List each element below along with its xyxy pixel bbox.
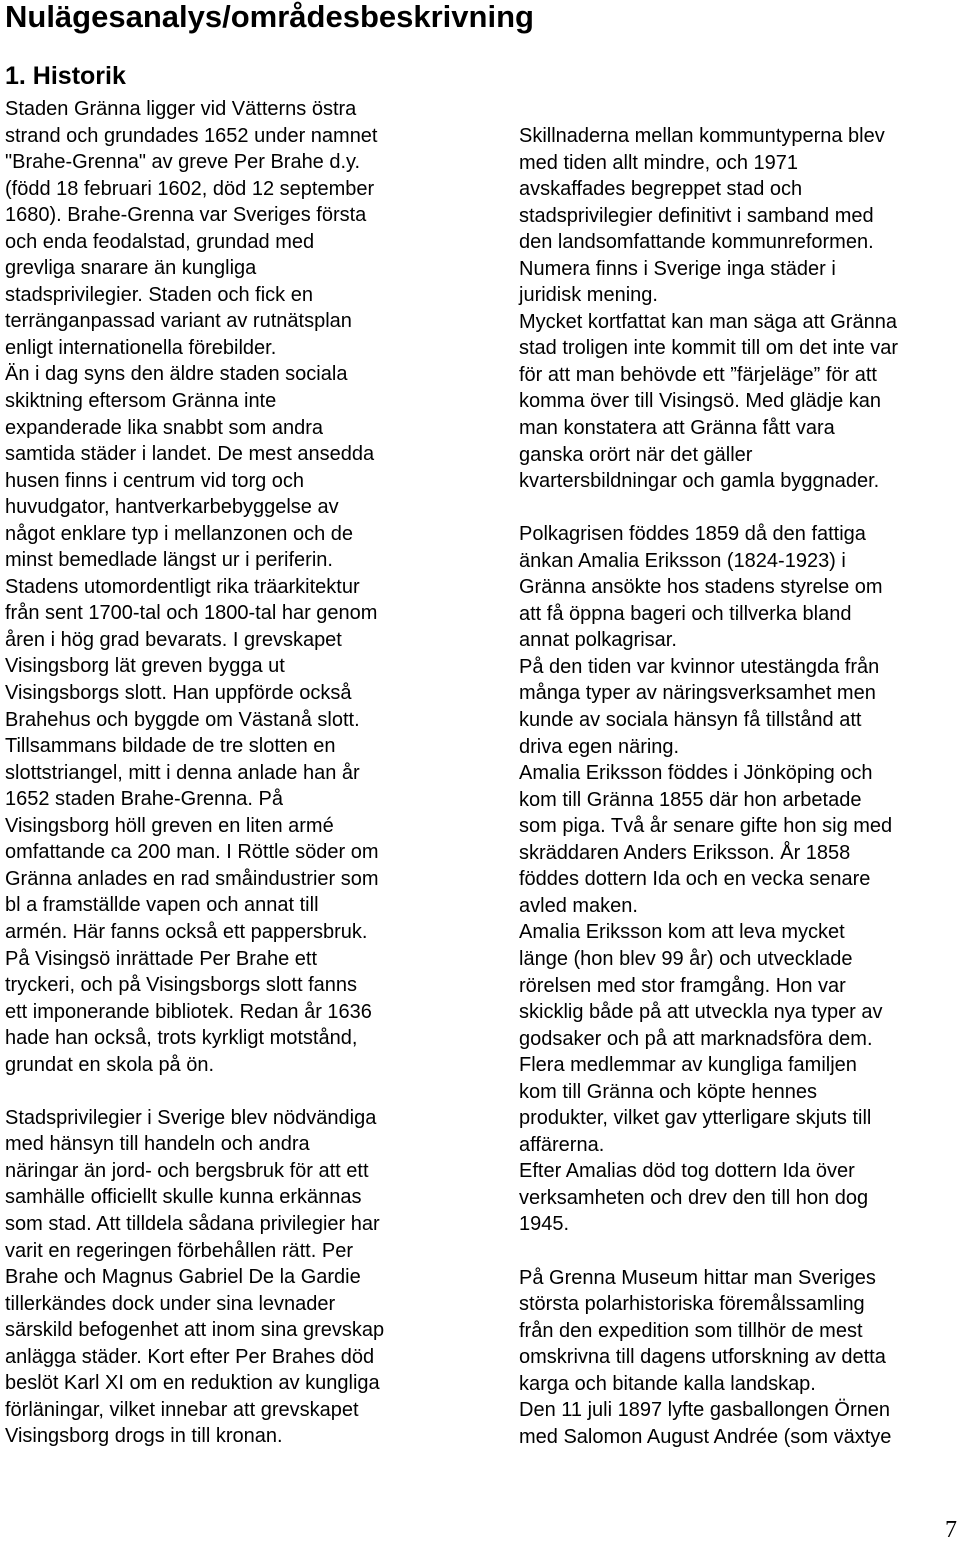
text-line: Visingsborg drogs in till kronan. [5, 1425, 283, 1448]
text-line: Visingsborg lät greven bygga ut [5, 655, 285, 678]
text-line: stad troligen inte kommit till om det inte var [519, 337, 899, 360]
text-line: affärerna. [519, 1133, 605, 1156]
text-line: den landsomfattande kommunreformen. [519, 231, 874, 254]
text-line: expanderade lika snabbt som andra [5, 416, 323, 439]
text-line: Mycket kortfattat kan man säga att Gränna [519, 310, 897, 333]
text-line: terränganpassad variant av rutnätsplan [5, 310, 352, 333]
text-line: Den 11 juli 1897 lyfte gasballongen Örnen [519, 1399, 890, 1422]
text-line: (född 18 februari 1602, död 12 september [5, 177, 375, 200]
paragraph-gap [5, 1078, 384, 1105]
text-line: Visingsborgs slott. Han uppförde också [5, 682, 352, 705]
text-line: Efter Amalias död tog dottern Ida över [519, 1160, 855, 1183]
text-line: Än i dag syns den äldre staden sociala [5, 363, 348, 386]
text-line: avskaffades begreppet stad och [519, 178, 803, 201]
text-line: slottstriangel, mitt i denna anlade han år [5, 761, 360, 784]
text-line: samhälle officiellt skulle kunna erkännas [5, 1186, 362, 1209]
text-line: stadsprivilegier definitivt i samband med [519, 204, 874, 227]
text-line: komma över till Visingsö. Med glädje kan [519, 390, 882, 413]
text-line: Amalia Eriksson föddes i Jönköping och [519, 762, 873, 785]
text-line: ett imponerande bibliotek. Redan år 1636 [5, 1000, 372, 1023]
text-line: Polkagrisen föddes 1859 då den fattiga [519, 523, 866, 546]
text-line: Staden Gränna ligger vid Vätterns östra [5, 98, 357, 120]
text-line: grevliga snarare än kungliga [5, 257, 257, 280]
text-line: många typer av näringsverksamhet men [519, 682, 876, 705]
text-line: grundat en skola på ön. [5, 1053, 215, 1076]
text-line: enligt internationella förebilder. [5, 336, 277, 359]
text-line: länge (hon blev 99 år) och utvecklade [519, 947, 853, 970]
text-line: Gränna anlades en rad småindustrier som [5, 867, 379, 890]
text-line: åren i hög grad bevarats. I grevskapet [5, 628, 342, 651]
text-line: från den expedition som tillhör de mest [519, 1319, 863, 1342]
text-line: skiktning eftersom Gränna inte [5, 390, 277, 413]
text-line: särskild befogenhet att inom sina grevskap [5, 1319, 385, 1342]
left-text-column [5, 96, 384, 1450]
text-line: kunde av sociala hänsyn få tillstånd att [519, 709, 862, 732]
text-line: anlägga städer. Kort efter Per Brahes död [5, 1345, 375, 1368]
text-line: 1652 staden Brahe-Grenna. På [5, 788, 283, 811]
text-line: och enda feodalstad, grundad med [5, 230, 315, 253]
text-line: bl a framställde vapen och annat till [5, 894, 319, 917]
text-line: beslöt Karl XI om en reduktion av kungliga [5, 1372, 380, 1395]
text-line: som piga. Två år senare gifte hon sig med [519, 815, 893, 838]
text-line: juridisk mening. [519, 284, 658, 307]
text-line: godsaker och på att marknadsföra dem. [519, 1027, 873, 1050]
text-line: omfattande ca 200 man. I Röttle söder om [5, 841, 379, 864]
text-line: änkan Amalia Eriksson (1824-1923) i [519, 549, 846, 572]
text-line: rörelsen med stor framgång. Hon var [519, 974, 846, 997]
text-line: med tiden allt mindre, och 1971 [519, 151, 799, 174]
text-line: Tillsammans bildade de tre slotten en [5, 735, 336, 758]
text-line: Numera finns i Sverige inga städer i [519, 257, 836, 280]
text-line: Brahe och Magnus Gabriel De la Gardie [5, 1266, 361, 1289]
text-line: näringar än jord- och bergsbruk för att ett [5, 1159, 369, 1182]
text-line: att få öppna bageri och tillverka bland [519, 602, 852, 625]
text-line: Flera medlemmar av kungliga familjen [519, 1054, 857, 1077]
text-line: Skillnaderna mellan kommuntyperna blev [519, 125, 885, 147]
text-line: minst bemedlade längst ur i periferin. [5, 549, 333, 572]
text-line: strand och grundades 1652 under namnet [5, 124, 378, 147]
text-line: från sent 1700-tal och 1800-tal har genom [5, 602, 378, 625]
text-line: Brahehus och byggde om Västanå slott. [5, 708, 360, 731]
text-line: med hänsyn till handeln och andra [5, 1133, 310, 1156]
text-line: omskrivna till dagens utforskning av detta [519, 1346, 886, 1369]
text-line: skräddaren Anders Eriksson. År 1858 [519, 841, 851, 864]
text-line: kvartersbildningar och gamla byggnader. [519, 470, 880, 493]
text-line: driva egen näring. [519, 735, 680, 758]
text-line: samtida städer i landet. De mest ansedda [5, 443, 375, 466]
text-line: för att man behövde ett ”färjeläge” för att [519, 363, 877, 386]
text-line: största polarhistoriska föremålssamling [519, 1293, 865, 1316]
text-line: något enklare typ i mellanzonen och de [5, 522, 354, 545]
text-line: På Visingsö inrättade Per Brahe ett [5, 947, 318, 970]
text-line: kom till Gränna och köpte hennes [519, 1080, 817, 1103]
text-line: föddes dottern Ida och en vecka senare [519, 868, 871, 891]
text-line: På Grenna Museum hittar man Sveriges [519, 1266, 876, 1289]
text-line: stadsprivilegier. Staden och fick en [5, 283, 313, 306]
text-line: Visingsborg höll greven en liten armé [5, 814, 334, 837]
text-line: man konstatera att Gränna fått vara [519, 417, 835, 440]
text-line: med Salomon August Andrée (som växtye [519, 1425, 892, 1448]
text-line: "Brahe-Grenna" av greve Per Brahe d.y. [5, 151, 361, 174]
text-line: ganska orört när det gäller [519, 443, 753, 466]
text-line: Gränna ansökte hos stadens styrelse om [519, 576, 883, 599]
text-line: produkter, vilket gav ytterligare skjuts till [519, 1107, 872, 1130]
text-line: kom till Gränna 1855 där hon arbetade [519, 788, 862, 811]
text-line: huvudgator, hantverkarbebyggelse av [5, 496, 339, 519]
text-line: annat polkagrisar. [519, 629, 677, 652]
section-heading: 1. Historik [5, 62, 126, 90]
text-line: tillerkändes dock under sina levnader [5, 1292, 336, 1315]
text-line: som stad. Att tilldela sådana privilegier har [5, 1212, 380, 1235]
text-line: armén. Här fanns också ett pappersbruk. [5, 920, 368, 943]
right-text-column [519, 123, 898, 1450]
text-line: Stadsprivilegier i Sverige blev nödvändiga [5, 1106, 377, 1129]
text-line: verksamheten och drev den till hon dog [519, 1186, 869, 1209]
text-line: karga och bitande kalla landskap. [519, 1372, 816, 1395]
text-line: skicklig både på att utveckla nya typer av [519, 1001, 883, 1024]
text-line: 1945. [519, 1213, 570, 1236]
text-line: 1680). Brahe-Grenna var Sveriges första [5, 204, 367, 227]
text-line: husen finns i centrum vid torg och [5, 469, 305, 492]
text-line: Stadens utomordentligt rika träarkitektur [5, 575, 360, 598]
text-line: Amalia Eriksson kom att leva mycket [519, 921, 845, 944]
text-line: förläningar, vilket innebar att grevskapet [5, 1398, 359, 1421]
text-line: varit en regeringen förbehållen rätt. Per [5, 1239, 353, 1262]
text-line: tryckeri, och på Visingsborgs slott fanns [5, 974, 358, 997]
page-title: Nulägesanalys/områdesbeskrivning [5, 0, 534, 34]
text-line: hade han också, trots kyrkligt motstånd, [5, 1027, 358, 1050]
page-number: 7 [945, 1517, 957, 1543]
text-line: På den tiden var kvinnor utestängda från [519, 655, 880, 678]
text-line: avled maken. [519, 894, 638, 917]
paragraph-gap [519, 495, 898, 522]
paragraph-gap [519, 1238, 898, 1265]
